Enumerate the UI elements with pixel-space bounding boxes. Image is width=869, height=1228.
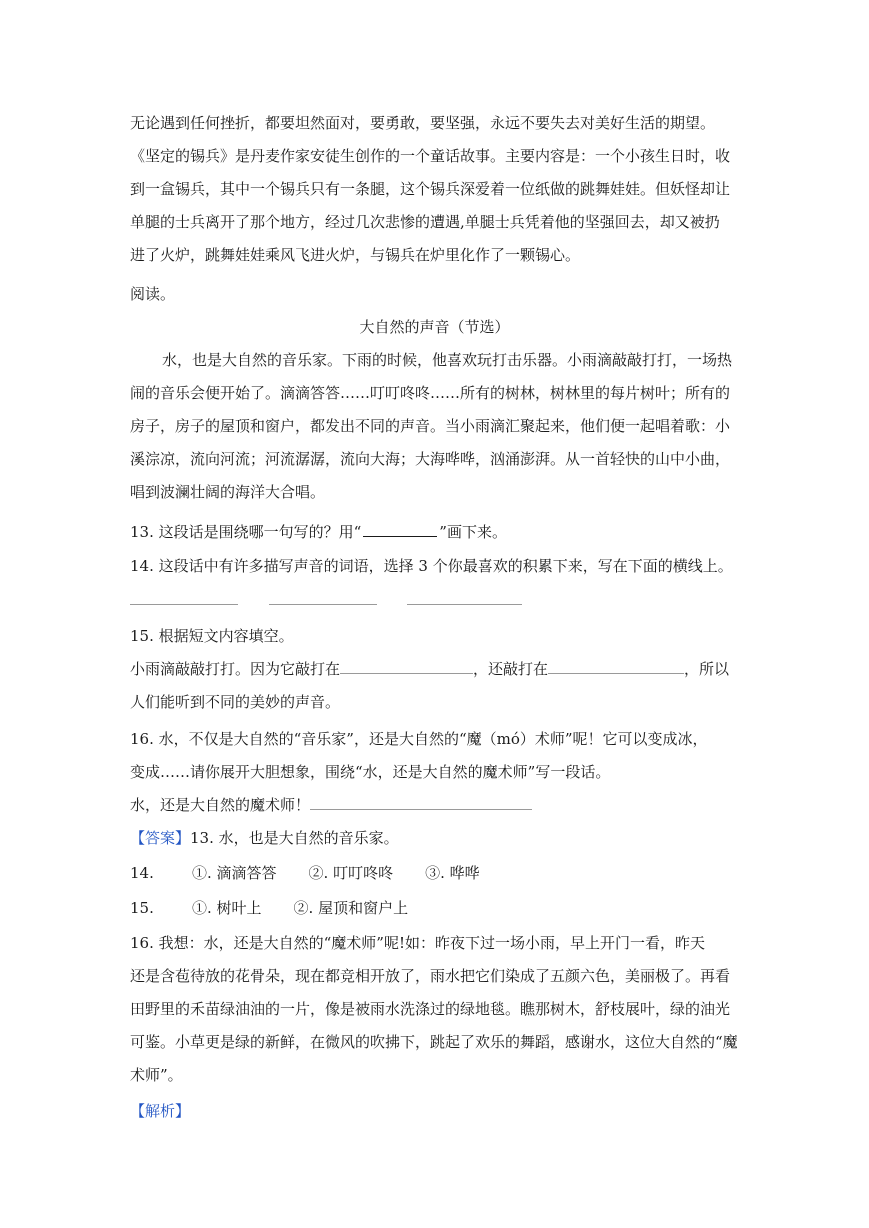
answer-label: 【答案】 bbox=[130, 829, 191, 847]
q15-fill-text-b: ，还敲打在 bbox=[473, 660, 549, 678]
q13-underline-sample bbox=[363, 521, 437, 537]
para1-line3: 到一盒锡兵，其中一个锡兵只有一条腿，这个锡兵深爱着一位纸做的跳舞娃娃。但妖怪却让 bbox=[130, 180, 731, 198]
para1-line5: 进了火炉，跳舞娃娃乘风飞进火炉，与锡兵在炉里化作了一颗锡心。 bbox=[130, 246, 581, 264]
para1-line2: 《坚定的锡兵》是丹麦作家安徒生创作的一个童话故事。主要内容是：一个小孩生日时，收 bbox=[130, 147, 731, 165]
q16-prompt: 水，还是大自然的魔术师！ bbox=[130, 796, 311, 814]
answer-14-item-1: ①. 滴滴答答 bbox=[192, 864, 277, 882]
para1-line1: 无论遇到任何挫折，都要坦然面对，要勇敢，要坚强，永远不要失去对美好生活的期望。 bbox=[130, 114, 716, 132]
question-16-line1: 16. 水，不仅是大自然的“音乐家”，还是大自然的“魔（mó）术师”呢！它可以变成冰， bbox=[130, 730, 708, 748]
question-15: 15. 根据短文内容填空。 bbox=[130, 627, 294, 645]
q15-blank-1[interactable] bbox=[340, 659, 473, 674]
answer-16-line3: 田野里的禾苗绿油油的一片，像是被雨水洗涤过的绿地毯。瞧那树木，舒枝展叶，绿的油光 bbox=[130, 1000, 731, 1018]
q13-text-after: ”画下来。 bbox=[439, 523, 507, 541]
answer-14-num: 14. bbox=[130, 864, 154, 882]
answer-13-line bbox=[130, 828, 399, 848]
answer-14-item-3: ③. 哗哗 bbox=[425, 864, 480, 882]
read-label: 阅读。 bbox=[130, 285, 176, 303]
answer-16-line1: 16. 我想：水，还是大自然的“魔术师”呢!如：昨夜下过一场小雨，早上开门一看，昨天 bbox=[130, 934, 705, 952]
question-14: 14. 这段话中有许多描写声音的词语，选择 3 个你最喜欢的积累下来，写在下面的横线上。 bbox=[130, 557, 733, 575]
question-13 bbox=[130, 521, 507, 542]
analysis-label: 【解析】 bbox=[130, 1102, 191, 1120]
answer-16-line4: 可鉴。小草更是绿的新鲜，在微风的吹拂下，跳起了欢乐的舞蹈，感谢水，这位大自然的“魔 bbox=[130, 1033, 738, 1051]
q15-blank-2[interactable] bbox=[548, 659, 684, 674]
q16-answer-blank[interactable] bbox=[310, 795, 532, 810]
passage-line2: 闹的音乐会便开始了。滴滴答答……叮叮咚咚……所有的树林，树林里的每片树叶；所有的 bbox=[130, 384, 731, 402]
answer-15-line bbox=[130, 898, 408, 918]
answer-16-line5: 术师”。 bbox=[130, 1066, 183, 1084]
q15-fill-line bbox=[130, 659, 729, 679]
answer-13: 13. 水，也是大自然的音乐家。 bbox=[190, 829, 399, 847]
passage-line1: 水，也是大自然的音乐家。下雨的时候，他喜欢玩打击乐器。小雨滴敲敲打打，一场热 bbox=[162, 351, 733, 369]
answer-15-item-2: ②. 屋顶和窗户上 bbox=[293, 899, 409, 917]
passage-line4: 溪淙凉，流向河流；河流潺潺，流向大海；大海哗哗，汹涌澎湃。从一首轻快的山中小曲， bbox=[130, 450, 731, 468]
q14-answer-blank-2[interactable] bbox=[269, 604, 377, 605]
answer-16-line2: 还是含苞待放的花骨朵，现在都竞相开放了，雨水把它们染成了五颜六色，美丽极了。再看 bbox=[130, 967, 731, 985]
answer-14-item-2: ②. 叮叮咚咚 bbox=[308, 864, 394, 882]
question-16-line3 bbox=[130, 795, 532, 815]
para1-line4: 单腿的士兵离开了那个地方，经过几次悲惨的遭遇,单腿士兵凭着他的坚强回去，却又被扔 bbox=[130, 213, 720, 231]
q15-fill-text-c: ，所以 bbox=[684, 660, 730, 678]
q15-fill-line2: 人们能听到不同的美妙的声音。 bbox=[130, 693, 341, 711]
answer-15-item-1: ①. 树叶上 bbox=[192, 899, 262, 917]
passage-line3: 房子，房子的屋顶和窗户，都发出不同的声音。当小雨滴汇聚起来，他们便一起唱着歌：小 bbox=[130, 417, 731, 435]
passage-title: 大自然的声音（节选） bbox=[359, 318, 510, 336]
answer-14-line bbox=[130, 863, 480, 883]
passage-line5: 唱到波澜壮阔的海洋大合唱。 bbox=[130, 483, 326, 501]
q13-text-before: 13. 这段话是围绕哪一句写的？用“ bbox=[130, 523, 362, 541]
q15-fill-text-a: 小雨滴敲敲打打。因为它敲打在 bbox=[130, 660, 341, 678]
answer-15-num: 15. bbox=[130, 899, 154, 917]
q14-answer-blank-3[interactable] bbox=[407, 604, 522, 605]
q14-answer-blank-1[interactable] bbox=[130, 604, 238, 605]
question-16-line2: 变成……请你展开大胆想象，围绕“水，还是大自然的魔术师”写一段话。 bbox=[130, 763, 611, 781]
